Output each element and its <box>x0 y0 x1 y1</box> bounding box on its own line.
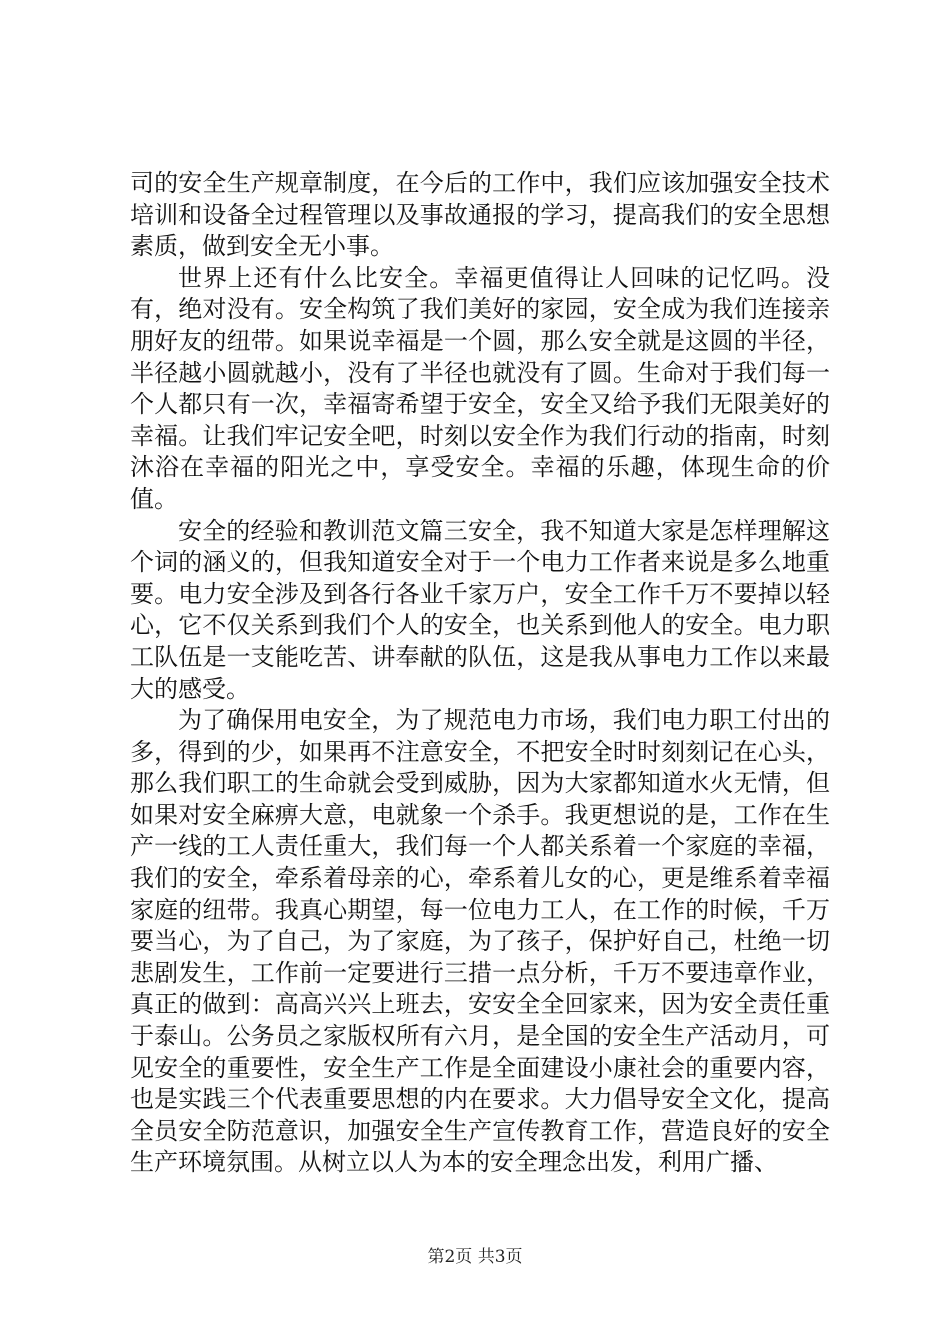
paragraph-happiness: 世界上还有什么比安全。幸福更值得让人回味的记忆吗。没有，绝对没有。安全构筑了我们美好的家园，安全成为我们连接亲朋好友的纽带。如果说幸福是一个圆，那么安全就是这圆的半径，半径越小圆就越小，没有了半径也就没有了圆。生命对于我们每一个人都只有一次，幸福寄希望于安全，安全又给予我们无限美好的幸福。让我们牢记安全吧，时刻以安全作为我们行动的指南，时刻沐浴在幸福的阳光之中，享受安全。幸福的乐趣，体现生命的价值。 <box>130 263 830 513</box>
paragraph-continuation: 司的安全生产规章制度，在今后的工作中，我们应该加强安全技术培训和设备全过程管理以及事故通报的学习，提高我们的安全思想素质，做到安全无小事。 <box>130 169 830 261</box>
document-body <box>130 168 830 1179</box>
page-footer: 第2页 共3页 <box>427 1247 523 1267</box>
paragraph-power-safety: 为了确保用电安全，为了规范电力市场，我们电力职工付出的多，得到的少，如果再不注意安全，不把安全时时刻刻记在心头，那么我们职工的生命就会受到威胁，因为大家都知道水火无情，但如果对安全麻痹大意，电就象一个杀手。我更想说的是，工作在生产一线的工人责任重大，我们每一个人都关系着一个家庭的幸福，我们的安全，牵系着母亲的心，牵系着儿女的心，更是维系着幸福家庭的纽带。我真心期望，每一位电力工人，在工作的时候，千万要当心，为了自己，为了家庭，为了孩子，保护好自己，杜绝一切悲剧发生，工作前一定要进行三措一点分析，千万不要违章作业，真正的做到：高高兴兴上班去，安安全全回家来，因为安全责任重于泰山。公务员之家版权所有六月，是全国的安全生产活动月，可见安全的重要性，安全生产工作是全面建设小康社会的重要内容，也是实践三个代表重要思想的内在要求。大力倡导安全文化，提高全员安全防范意识，加强安全生产宣传教育工作，营造良好的安全生产环境氛围。从树立以人为本的安全理念出发，利用广播、 <box>130 706 830 1177</box>
paragraph-experience: 安全的经验和教训范文篇三安全，我不知道大家是怎样理解这个词的涵义的，但我知道安全对于一个电力工作者来说是多么地重要。电力安全涉及到各行各业千家万户，安全工作千万不要掉以轻心，它不仅关系到我们个人的安全，也关系到他人的安全。电力职工队伍是一支能吃苦、讲奉献的队伍，这是我从事电力工作以来最大的感受。 <box>130 516 830 703</box>
